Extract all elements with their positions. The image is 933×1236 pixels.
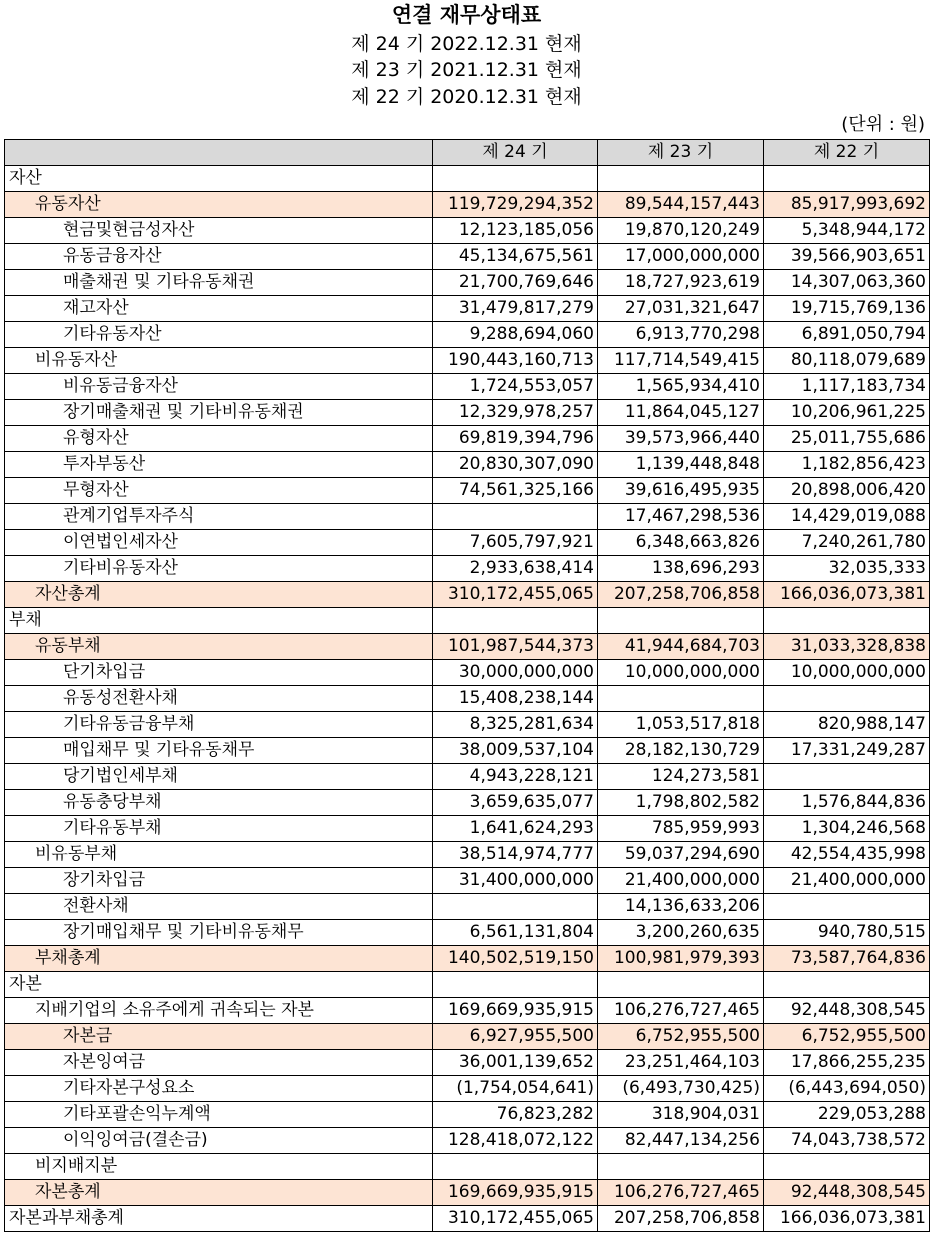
table-row xyxy=(5,1128,930,1154)
row-value: 17,331,249,287 xyxy=(764,738,930,764)
row-value: 10,000,000,000 xyxy=(598,660,764,686)
row-value: 38,514,974,777 xyxy=(433,842,598,868)
row-label: 단기차입금 xyxy=(5,660,433,686)
row-label: 기타유동부채 xyxy=(5,816,433,842)
row-value: 39,616,495,935 xyxy=(598,478,764,504)
table-row xyxy=(5,608,930,634)
row-value: 124,273,581 xyxy=(598,764,764,790)
row-value: 25,011,755,686 xyxy=(764,426,930,452)
row-value: 1,641,624,293 xyxy=(433,816,598,842)
table-row xyxy=(5,998,930,1024)
row-value: (6,493,730,425) xyxy=(598,1076,764,1102)
row-value: 73,587,764,836 xyxy=(764,946,930,972)
row-value xyxy=(433,504,598,530)
table-row xyxy=(5,400,930,426)
row-value xyxy=(433,1154,598,1180)
table-row xyxy=(5,270,930,296)
row-label: 부채 xyxy=(5,608,433,634)
table-row xyxy=(5,1154,930,1180)
row-value: 117,714,549,415 xyxy=(598,348,764,374)
table-row xyxy=(5,348,930,374)
row-value: 14,429,019,088 xyxy=(764,504,930,530)
row-value: 310,172,455,065 xyxy=(433,582,598,608)
row-label: 유동부채 xyxy=(5,634,433,660)
row-value: 30,000,000,000 xyxy=(433,660,598,686)
row-label: 기타유동금융부채 xyxy=(5,712,433,738)
row-value: 140,502,519,150 xyxy=(433,946,598,972)
row-value xyxy=(764,1154,930,1180)
row-label: 기타비유동자산 xyxy=(5,556,433,582)
row-value: 19,715,769,136 xyxy=(764,296,930,322)
row-label: 자본총계 xyxy=(5,1180,433,1206)
table-row xyxy=(5,244,930,270)
table-row xyxy=(5,504,930,530)
row-value: 76,823,282 xyxy=(433,1102,598,1128)
row-value: 169,669,935,915 xyxy=(433,998,598,1024)
table-row xyxy=(5,920,930,946)
table-row xyxy=(5,764,930,790)
row-label: 관계기업투자주식 xyxy=(5,504,433,530)
table-row xyxy=(5,478,930,504)
row-value: 20,898,006,420 xyxy=(764,478,930,504)
row-label: 자본과부채총계 xyxy=(5,1206,433,1232)
row-value: 12,329,978,257 xyxy=(433,400,598,426)
row-value: 74,561,325,166 xyxy=(433,478,598,504)
row-label: 기타포괄손익누계액 xyxy=(5,1102,433,1128)
row-value: 1,139,448,848 xyxy=(598,452,764,478)
period-current: 제 24 기 2022.12.31 현재 xyxy=(351,33,582,55)
page-title: 연결 재무상태표 xyxy=(391,3,542,27)
row-label: 유동자산 xyxy=(5,192,433,218)
table-row xyxy=(5,1076,930,1102)
row-value: 19,870,120,249 xyxy=(598,218,764,244)
row-value xyxy=(433,894,598,920)
row-label: 재고자산 xyxy=(5,296,433,322)
row-value xyxy=(598,972,764,998)
row-value: 106,276,727,465 xyxy=(598,998,764,1024)
row-value: 190,443,160,713 xyxy=(433,348,598,374)
row-value: 169,669,935,915 xyxy=(433,1180,598,1206)
row-value: 6,561,131,804 xyxy=(433,920,598,946)
row-value: 1,798,802,582 xyxy=(598,790,764,816)
table-row xyxy=(5,452,930,478)
row-label: 장기차입금 xyxy=(5,868,433,894)
row-value: 6,927,955,500 xyxy=(433,1024,598,1050)
row-value: 5,348,944,172 xyxy=(764,218,930,244)
row-value: 27,031,321,647 xyxy=(598,296,764,322)
row-label: 유형자산 xyxy=(5,426,433,452)
table-row xyxy=(5,738,930,764)
row-value: 138,696,293 xyxy=(598,556,764,582)
row-value xyxy=(598,686,764,712)
table-row xyxy=(5,946,930,972)
row-value: 12,123,185,056 xyxy=(433,218,598,244)
row-value: 18,727,923,619 xyxy=(598,270,764,296)
row-value: 1,304,246,568 xyxy=(764,816,930,842)
table-row xyxy=(5,166,930,192)
row-value: 59,037,294,690 xyxy=(598,842,764,868)
row-value xyxy=(433,608,598,634)
row-value xyxy=(764,608,930,634)
table-row xyxy=(5,374,930,400)
row-value: 32,035,333 xyxy=(764,556,930,582)
row-value: 3,200,260,635 xyxy=(598,920,764,946)
row-label: 자본잉여금 xyxy=(5,1050,433,1076)
row-label: 비유동금융자산 xyxy=(5,374,433,400)
row-value: 14,307,063,360 xyxy=(764,270,930,296)
table-row xyxy=(5,530,930,556)
row-value: 10,206,961,225 xyxy=(764,400,930,426)
row-value: 82,447,134,256 xyxy=(598,1128,764,1154)
row-value xyxy=(764,686,930,712)
row-value: 9,288,694,060 xyxy=(433,322,598,348)
table-row xyxy=(5,1180,930,1206)
row-value: 940,780,515 xyxy=(764,920,930,946)
row-value: 17,000,000,000 xyxy=(598,244,764,270)
row-value xyxy=(433,166,598,192)
row-label: 전환사채 xyxy=(5,894,433,920)
table-row xyxy=(5,894,930,920)
row-value xyxy=(598,166,764,192)
row-label: 자본 xyxy=(5,972,433,998)
table-row xyxy=(5,868,930,894)
row-value: 31,479,817,279 xyxy=(433,296,598,322)
row-value: 10,000,000,000 xyxy=(764,660,930,686)
row-value: 45,134,675,561 xyxy=(433,244,598,270)
row-value xyxy=(598,608,764,634)
row-value: 21,400,000,000 xyxy=(764,868,930,894)
header-period-24: 제 24 기 xyxy=(433,140,598,166)
table-row xyxy=(5,1050,930,1076)
row-label: 매입채무 및 기타유동채무 xyxy=(5,738,433,764)
row-value: 1,053,517,818 xyxy=(598,712,764,738)
row-value: 14,136,633,206 xyxy=(598,894,764,920)
row-label: 무형자산 xyxy=(5,478,433,504)
row-value: 85,917,993,692 xyxy=(764,192,930,218)
row-value: 11,864,045,127 xyxy=(598,400,764,426)
row-value: 38,009,537,104 xyxy=(433,738,598,764)
row-value: 7,605,797,921 xyxy=(433,530,598,556)
row-label: 기타자본구성요소 xyxy=(5,1076,433,1102)
row-value: 785,959,993 xyxy=(598,816,764,842)
period-prior-2: 제 22 기 2020.12.31 현재 xyxy=(351,86,582,108)
row-label: 자산총계 xyxy=(5,582,433,608)
row-value: 36,001,139,652 xyxy=(433,1050,598,1076)
table-row xyxy=(5,582,930,608)
row-value: 6,752,955,500 xyxy=(598,1024,764,1050)
row-label: 지배기업의 소유주에게 귀속되는 자본 xyxy=(5,998,433,1024)
row-value: 92,448,308,545 xyxy=(764,1180,930,1206)
row-label: 장기매출채권 및 기타비유동채권 xyxy=(5,400,433,426)
row-value: 74,043,738,572 xyxy=(764,1128,930,1154)
row-value: 1,724,553,057 xyxy=(433,374,598,400)
row-value: 100,981,979,393 xyxy=(598,946,764,972)
row-value: 4,943,228,121 xyxy=(433,764,598,790)
row-value: 6,348,663,826 xyxy=(598,530,764,556)
row-value: 2,933,638,414 xyxy=(433,556,598,582)
row-label: 이익잉여금(결손금) xyxy=(5,1128,433,1154)
table-row xyxy=(5,686,930,712)
row-value: 207,258,706,858 xyxy=(598,582,764,608)
row-label: 투자부동산 xyxy=(5,452,433,478)
row-value: 6,913,770,298 xyxy=(598,322,764,348)
row-label: 비유동부채 xyxy=(5,842,433,868)
row-label: 유동충당부채 xyxy=(5,790,433,816)
row-value xyxy=(598,1154,764,1180)
row-value: 23,251,464,103 xyxy=(598,1050,764,1076)
row-value: 1,565,934,410 xyxy=(598,374,764,400)
table-header-row xyxy=(5,140,930,166)
table-row xyxy=(5,1206,930,1232)
row-value: 1,182,856,423 xyxy=(764,452,930,478)
row-label: 현금및현금성자산 xyxy=(5,218,433,244)
row-label: 자본금 xyxy=(5,1024,433,1050)
period-prior: 제 23 기 2021.12.31 현재 xyxy=(351,59,582,81)
row-value: 119,729,294,352 xyxy=(433,192,598,218)
row-value: 80,118,079,689 xyxy=(764,348,930,374)
row-value: 17,467,298,536 xyxy=(598,504,764,530)
row-value xyxy=(433,972,598,998)
table-row xyxy=(5,660,930,686)
table-row xyxy=(5,218,930,244)
row-label: 비유동자산 xyxy=(5,348,433,374)
row-value xyxy=(764,972,930,998)
row-value: 318,904,031 xyxy=(598,1102,764,1128)
row-value: 69,819,394,796 xyxy=(433,426,598,452)
table-row xyxy=(5,790,930,816)
row-value: 310,172,455,065 xyxy=(433,1206,598,1232)
table-row xyxy=(5,426,930,452)
row-value: 15,408,238,144 xyxy=(433,686,598,712)
row-value: 1,576,844,836 xyxy=(764,790,930,816)
row-value xyxy=(764,166,930,192)
row-value: 820,988,147 xyxy=(764,712,930,738)
row-label: 자산 xyxy=(5,166,433,192)
table-row xyxy=(5,634,930,660)
row-value: 31,033,328,838 xyxy=(764,634,930,660)
table-row xyxy=(5,1024,930,1050)
row-value: (1,754,054,641) xyxy=(433,1076,598,1102)
table-row xyxy=(5,556,930,582)
row-label: 이연법인세자산 xyxy=(5,530,433,556)
row-value: 207,258,706,858 xyxy=(598,1206,764,1232)
row-label: 기타유동자산 xyxy=(5,322,433,348)
row-value: 166,036,073,381 xyxy=(764,1206,930,1232)
row-value: 92,448,308,545 xyxy=(764,998,930,1024)
row-value: 1,117,183,734 xyxy=(764,374,930,400)
balance-sheet-table xyxy=(4,139,930,1232)
row-value: 7,240,261,780 xyxy=(764,530,930,556)
row-label: 유동성전환사채 xyxy=(5,686,433,712)
row-value: 42,554,435,998 xyxy=(764,842,930,868)
table-row xyxy=(5,192,930,218)
row-label: 부채총계 xyxy=(5,946,433,972)
row-value: 166,036,073,381 xyxy=(764,582,930,608)
row-label: 매출채권 및 기타유동채권 xyxy=(5,270,433,296)
table-row xyxy=(5,712,930,738)
row-value: 39,566,903,651 xyxy=(764,244,930,270)
row-value: 8,325,281,634 xyxy=(433,712,598,738)
row-value: 229,053,288 xyxy=(764,1102,930,1128)
row-value: 21,400,000,000 xyxy=(598,868,764,894)
header-period-22: 제 22 기 xyxy=(764,140,930,166)
row-value: 41,944,684,703 xyxy=(598,634,764,660)
row-value: 6,891,050,794 xyxy=(764,322,930,348)
row-value xyxy=(764,894,930,920)
row-value: 89,544,157,443 xyxy=(598,192,764,218)
row-value: 6,752,955,500 xyxy=(764,1024,930,1050)
row-value: 20,830,307,090 xyxy=(433,452,598,478)
table-row xyxy=(5,296,930,322)
row-value: 17,866,255,235 xyxy=(764,1050,930,1076)
table-row xyxy=(5,816,930,842)
row-value: 128,418,072,122 xyxy=(433,1128,598,1154)
row-value xyxy=(764,764,930,790)
table-row xyxy=(5,1102,930,1128)
row-label: 유동금융자산 xyxy=(5,244,433,270)
row-value: 28,182,130,729 xyxy=(598,738,764,764)
row-value: 21,700,769,646 xyxy=(433,270,598,296)
row-value: 31,400,000,000 xyxy=(433,868,598,894)
table-row xyxy=(5,322,930,348)
row-value: 106,276,727,465 xyxy=(598,1180,764,1206)
row-value: 101,987,544,373 xyxy=(433,634,598,660)
unit-note: (단위 : 원) xyxy=(841,114,925,135)
row-value: 3,659,635,077 xyxy=(433,790,598,816)
row-label: 장기매입채무 및 기타비유동채무 xyxy=(5,920,433,946)
row-value: 39,573,966,440 xyxy=(598,426,764,452)
row-label: 비지배지분 xyxy=(5,1154,433,1180)
table-row xyxy=(5,972,930,998)
header-period-23: 제 23 기 xyxy=(598,140,764,166)
row-value: (6,443,694,050) xyxy=(764,1076,930,1102)
header-account xyxy=(5,140,433,166)
row-label: 당기법인세부채 xyxy=(5,764,433,790)
table-row xyxy=(5,842,930,868)
